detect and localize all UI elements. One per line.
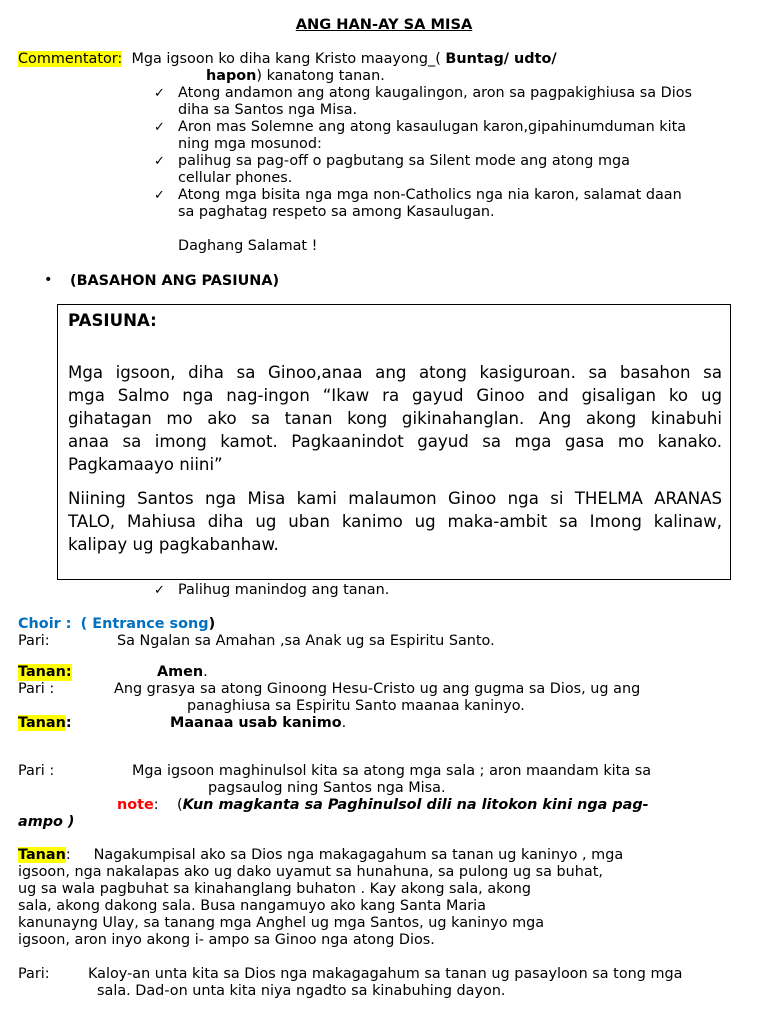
pasiuna-heading: PASIUNA: bbox=[68, 311, 157, 330]
pari-1-label: Pari: bbox=[18, 633, 50, 649]
checklist-item-3-line-1: palihug sa pag-off o pagbutang sa Silent mode ang atong mga bbox=[178, 153, 630, 169]
pari-2-label: Pari : bbox=[18, 681, 55, 697]
confession-line-1: Tanan: Nagakumpisal ako sa Dios nga makagagahum sa tanan ug kaninyo , mga bbox=[18, 847, 624, 863]
commentator-label: Commentator: bbox=[18, 51, 123, 67]
pari-1-text: Sa Ngalan sa Amahan ,sa Anak ug sa Espiritu Santo. bbox=[117, 633, 495, 649]
commentator-line-1 bbox=[18, 51, 557, 68]
checklist-item-4-line-1: Atong mga bisita nga mga non-Catholics nga nia karon, salamat daan bbox=[178, 187, 682, 203]
pari-2-text-line-2: panaghiusa sa Espiritu Santo maanaa kaninyo. bbox=[187, 698, 525, 714]
tanan-2-response: Maanaa usab kanimo. bbox=[170, 715, 347, 731]
tanan-2-label-line: Tanan: bbox=[18, 715, 72, 731]
note-label: note bbox=[117, 797, 154, 813]
stand-instruction: Palihug manindog ang tanan. bbox=[178, 582, 390, 598]
pari-4-text-line-2: sala. Dad-on unta kita niya ngadto sa kinabuhing dayon. bbox=[97, 983, 506, 999]
bullet-icon: • bbox=[44, 272, 53, 288]
checklist-item-2-line-2: ning mga mosunod: bbox=[178, 136, 322, 152]
note-text-line-2: ampo ) bbox=[18, 814, 75, 830]
confession-line-2: igsoon, nga nakalapas ako ug dako uyamut sa hunahuna, sa pulong ug sa buhat, bbox=[18, 864, 603, 880]
pasiuna-paragraph-2 bbox=[68, 487, 722, 556]
thanks-text: Daghang Salamat ! bbox=[178, 238, 318, 254]
confession-line-4: sala, akong dakong sala. Busa nangamuyo ako kang Santa Maria bbox=[18, 898, 486, 914]
checkmark-icon: ✓ bbox=[154, 120, 165, 135]
pari-4-text-line-1: Kaloy-an unta kita sa Dios nga makagagahum sa tanan ug pasayloon sa tong mga bbox=[88, 966, 683, 982]
note-text: Kun magkanta sa Paghinulsol dili na litokon kini nga pag- bbox=[182, 797, 649, 813]
checkmark-icon: ✓ bbox=[154, 86, 165, 101]
choir-label: Choir : bbox=[18, 616, 72, 632]
pasiuna-p1-line: anaa sa imong kamot. Pagkaanindot gayud sa mga gasa mo kanako. bbox=[68, 432, 722, 451]
commentator-greeting: Mga igsoon ko diha kang Kristo maayong_( bbox=[131, 51, 441, 67]
confession-line-5: kanunayng Ulay, sa tanang mga Anghel ug mga Santos, ug kaninyo mga bbox=[18, 915, 545, 931]
pasiuna-p2-line: Niining Santos nga Misa kami malaumon Ginoo nga si THELMA ARANAS bbox=[68, 489, 722, 508]
confession-line-3: ug sa wala pagbuhat sa kinahanglang buhaton . Kay akong sala, akong bbox=[18, 881, 532, 897]
tanan-2-label: Tanan bbox=[18, 715, 66, 731]
tanan-1-response: Amen. bbox=[157, 664, 208, 680]
choir-close-paren: ) bbox=[208, 616, 216, 632]
pasiuna-p1-line: gihatagan mo ako sa tanan kong gikinahanglan. Ang akong kinabuhi bbox=[68, 409, 722, 428]
checkmark-icon: ✓ bbox=[154, 154, 165, 169]
bullet-heading: (BASAHON ANG PASIUNA) bbox=[70, 273, 280, 289]
pasiuna-p1-line: Pagkamaayo niini” bbox=[68, 455, 223, 474]
commentator-line-2 bbox=[206, 68, 385, 85]
confession-label: Tanan bbox=[18, 847, 66, 863]
pari-3-text-line-2: pagsaulog ning Santos nga Misa. bbox=[208, 780, 446, 796]
commentator-time-hapon: hapon bbox=[206, 68, 257, 84]
pasiuna-p1-line: mga Salmo nga nag-ingon “Ikaw ra gayud Ginoo and gisaligan ko ug bbox=[68, 386, 722, 405]
pari-4-label: Pari: bbox=[18, 966, 50, 982]
checklist-item-3-line-2: cellular phones. bbox=[178, 170, 293, 186]
tanan-1-label: Tanan: bbox=[18, 664, 72, 680]
confession-line-6: igsoon, aron inyo akong i- ampo sa Ginoo nga atong Dios. bbox=[18, 932, 435, 948]
pari-3-label: Pari : bbox=[18, 763, 55, 779]
checkmark-icon: ✓ bbox=[154, 583, 165, 598]
pasiuna-paragraph-1 bbox=[68, 361, 722, 476]
choir-entrance-song: ( Entrance song bbox=[80, 616, 209, 632]
pasiuna-p1-line: Mga igsoon, diha sa Ginoo,anaa ang atong kasiguroan. sa basahon sa bbox=[68, 363, 722, 382]
document-title: ANG HAN-AY SA MISA bbox=[295, 16, 473, 33]
checkmark-icon: ✓ bbox=[154, 188, 165, 203]
checklist-item-4-line-2: sa paghatag respeto sa among Kasaulugan. bbox=[178, 204, 495, 220]
checklist-item-1-line-1: Atong andamon ang atong kaugalingon, aron sa pagpakighiusa sa Dios bbox=[178, 85, 693, 101]
choir-line bbox=[18, 616, 215, 633]
pari-3-text-line-1: Mga igsoon maghinulsol kita sa atong mga sala ; aron maandam kita sa bbox=[132, 763, 652, 779]
checklist-item-1-line-2: diha sa Santos nga Misa. bbox=[178, 102, 358, 118]
checklist-item-2-line-1: Aron mas Solemne ang atong kasaulugan karon,gipahinumduman kita bbox=[178, 119, 687, 135]
pari-2-text-line-1: Ang grasya sa atong Ginoong Hesu-Cristo ug ang gugma sa Dios, ug ang bbox=[114, 681, 641, 697]
note-line: note: (Kun magkanta sa Paghinulsol dili na litokon kini nga pag- bbox=[117, 797, 649, 813]
commentator-greeting-end: ) kanatong tanan. bbox=[256, 68, 385, 84]
pasiuna-p2-line: kalipay ug pagkabanhaw. bbox=[68, 535, 279, 554]
commentator-time-options: Buntag/ udto/ bbox=[445, 51, 557, 67]
pasiuna-p2-line: TALO, Mahiusa diha ug uban kanimo ug maka-ambit sa Imong kalinaw, bbox=[68, 512, 722, 531]
pasiuna-box bbox=[57, 304, 731, 580]
